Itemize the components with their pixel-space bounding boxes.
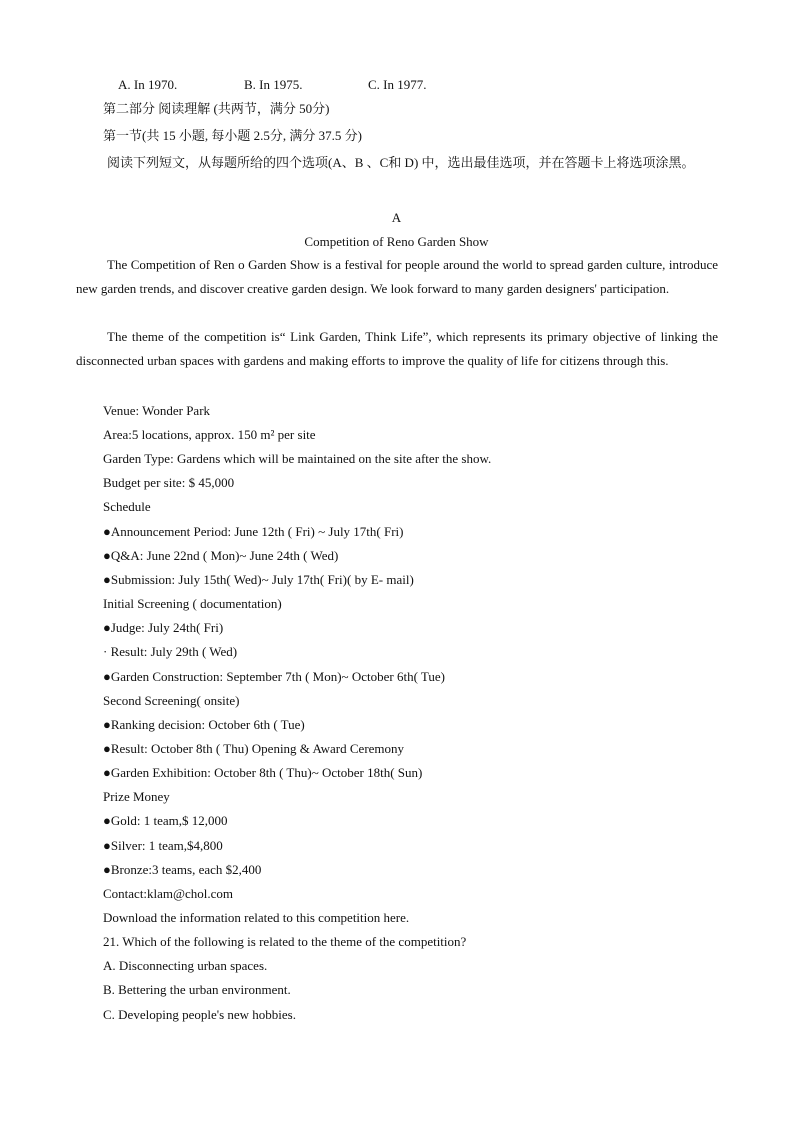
section-header: 第二部分 阅读理解 (共两节，满分 50分) bbox=[103, 101, 330, 116]
detail-venue: Venue: Wonder Park bbox=[103, 403, 211, 418]
detail-qa: ●Q&A: June 22nd ( Mon)~ June 24th ( Wed) bbox=[103, 548, 339, 563]
detail-area: Area:5 locations, approx. 150 m² per site bbox=[103, 427, 316, 442]
detail-bronze: ●Bronze:3 teams, each $2,400 bbox=[103, 862, 262, 877]
option-c: C. In 1977. bbox=[368, 77, 427, 92]
instructions: 阅读下列短文，从每题所给的四个选项(A、B 、C和 D) 中，选出最佳选项，并在答题卡上将选项涂黑。 bbox=[107, 155, 695, 170]
option-a: A. In 1970. bbox=[118, 77, 178, 92]
detail-second-screening: Second Screening( onsite) bbox=[103, 693, 240, 708]
question-option-b: B. Bettering the urban environment. bbox=[103, 982, 291, 997]
question-option-c: C. Developing people's new hobbies. bbox=[103, 1007, 296, 1022]
question-stem: 21. Which of the following is related to the theme of the competition? bbox=[103, 934, 467, 949]
detail-announcement: ●Announcement Period: June 12th ( Fri) ~ July 17th( Fri) bbox=[103, 524, 404, 539]
paragraph-intro: The Competition of Ren o Garden Show is a festival for people around the world to spread garden culture, introduce new garden trends, and discover creative garden design. We look forward to many garden designers' participation. bbox=[76, 257, 718, 297]
detail-schedule-heading: Schedule bbox=[103, 499, 151, 514]
paragraph-theme: The theme of the competition is“ Link Garden, Think Life”, which represents its primary objective of linking the disconnected urban spaces with gardens and making efforts to improve the quality of life for citizens through this. bbox=[76, 329, 718, 369]
detail-budget: Budget per site: $ 45,000 bbox=[103, 475, 235, 490]
detail-garden-type: Garden Type: Gardens which will be maintained on the site after the show. bbox=[103, 451, 492, 466]
detail-ranking-decision: ●Ranking decision: October 6th ( Tue) bbox=[103, 717, 305, 732]
question-option-a: A. Disconnecting urban spaces. bbox=[103, 958, 268, 973]
detail-result-1: · Result: July 29th ( Wed) bbox=[103, 644, 238, 659]
detail-result-2: ●Result: October 8th ( Thu) Opening & Award Ceremony bbox=[103, 741, 405, 756]
detail-contact: Contact:klam@chol.com bbox=[103, 886, 234, 901]
option-b: B. In 1975. bbox=[244, 77, 303, 92]
subsection-header: 第一节(共 15 小题, 每小题 2.5分, 满分 37.5 分) bbox=[103, 128, 362, 143]
detail-garden-exhibition: ●Garden Exhibition: October 8th ( Thu)~ October 18th( Sun) bbox=[103, 765, 423, 780]
detail-download: Download the information related to this competition here. bbox=[103, 910, 410, 925]
previous-question-options bbox=[118, 76, 427, 94]
passage-title: Competition of Reno Garden Show bbox=[304, 234, 489, 249]
detail-submission: ●Submission: July 15th( Wed)~ July 17th( Fri)( by E- mail) bbox=[103, 572, 414, 587]
detail-gold: ●Gold: 1 team,$ 12,000 bbox=[103, 813, 228, 828]
detail-initial-screening: Initial Screening ( documentation) bbox=[103, 596, 282, 611]
detail-silver: ●Silver: 1 team,$4,800 bbox=[103, 838, 223, 853]
detail-judge: ●Judge: July 24th( Fri) bbox=[103, 620, 224, 635]
detail-garden-construction: ●Garden Construction: September 7th ( Mon)~ October 6th( Tue) bbox=[103, 669, 445, 684]
passage-label: A bbox=[391, 210, 402, 225]
detail-prize-heading: Prize Money bbox=[103, 789, 170, 804]
